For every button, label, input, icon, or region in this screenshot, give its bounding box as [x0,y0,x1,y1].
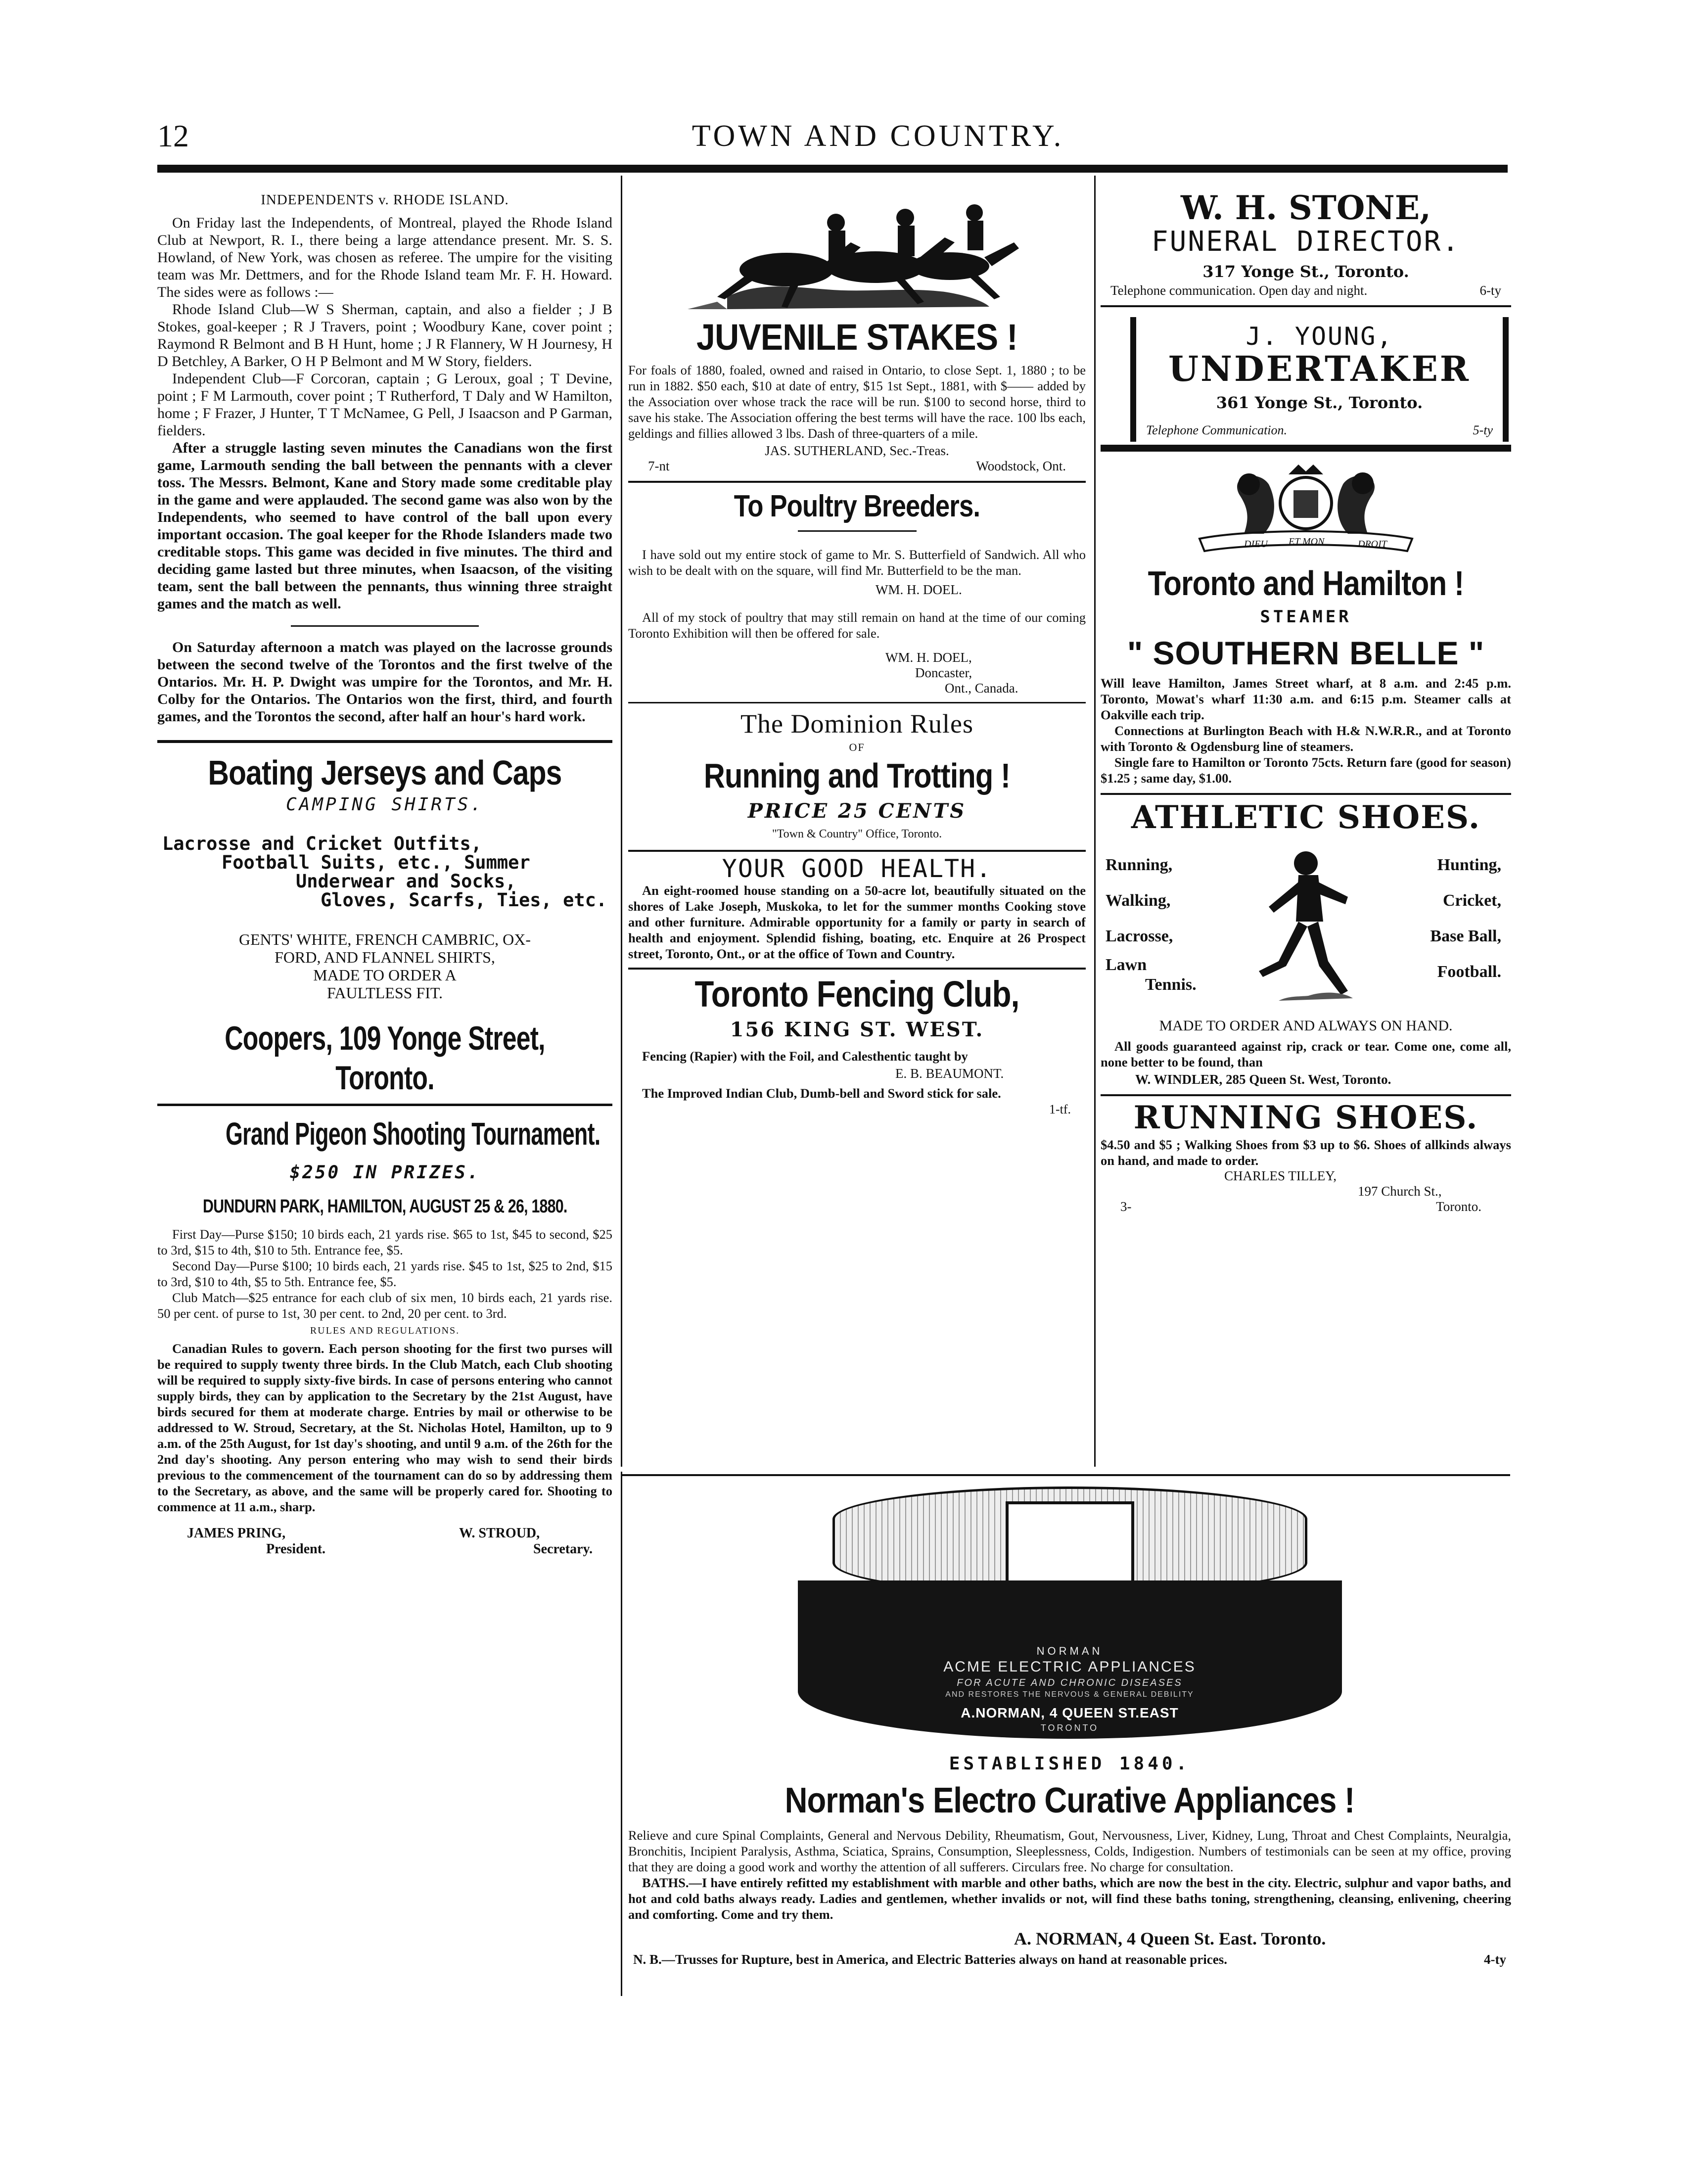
article-paragraph: On Saturday afternoon a match was played on the lacrosse grounds between the second twelve of the Torontos and the first twelve of the Ontarios. Mr. H. P. Dwight was umpire for the Torontos, and Mr. H. Colby for the Ontarios. The Ontarios won the first, third, and fourth games, and the Torontos the second, after half an hour's hard work. [157,639,612,725]
ad-signature: WM. H. DOEL. [876,582,962,597]
ad-line: GENTS' WHITE, FRENCH CAMBRIC, OX- [238,930,531,948]
shoe-type: Hunting, [1437,856,1501,874]
section-divider [628,481,1086,483]
ad-subheading: RULES AND REGULATIONS. [310,1325,460,1336]
horse-racing-illustration [628,183,1086,322]
ad-line: Football Suits, etc., Summer [222,852,530,873]
ad-paragraph: All goods guaranteed against rip, crack or tear. Come one, come all, none better to be found, than [1101,1039,1511,1069]
belt-text: A.NORMAN, 4 QUEEN ST.EAST [961,1705,1179,1720]
shoe-type: Lawn [1106,956,1147,974]
ad-heading: YOUR GOOD HEALTH. [722,854,992,883]
ad-line: Telephone communication. Open day and night. [1110,283,1368,298]
ad-footer [1146,423,1493,438]
ad-heading: J. YOUNG, [1246,322,1393,351]
shoe-type: Cricket, [1442,891,1501,910]
article-paragraph: Rhode Island Club—W S Sherman, captain, and also a fielder ; J B Stokes, goal-keeper ; R J Travers, point ; Woodbury Kane, cover point ; Raymond R Belmont and B H Hunt, home ; J R Flannery, W H Journesy, H D Betchley, A Barker, O H P Belmont and M W Story, fielders. [157,301,612,370]
runner-illustration [1249,847,1358,1006]
belt-text: ACME ELECTRIC APPLIANCES [943,1659,1196,1675]
ad-paragraph: Canadian Rules to govern. Each person shooting for the first two purses will be required to supply twenty three birds. In the Club Match, each Club shooting will be required to supply sixty-five birds. In case of persons entering who cannot supply birds, they can by application to the Secretary by the 21st August, have birds secured for them at moderate charge. Entries by mail or otherwise to be addressed to W. Stroud, Secretary, at the St. Nicholas Hotel, Hamilton, up to 9 a.m. of the 25th August, for 1st day's shooting, and until 9 a.m. of the 26th for the 2nd day's shooting. Any person entering who may wish to send their birds previous to the commencement of the tournament can do so by addressing them to the Secretary, as above, and the same will be properly cared for. Shooting to commence at 11 a.m., sharp. [157,1341,612,1514]
ad-line: Telephone Communication. [1146,423,1288,437]
undertaker-box [1130,317,1509,442]
ad-line: Gloves, Scarfs, Ties, etc. [321,889,607,911]
ad-line: FAULTLESS FIT. [326,984,443,1002]
shoe-type: Running, [1106,856,1173,874]
ad-code: 1-tf. [1049,1102,1071,1116]
ad-heading: To Poultry Breeders. [734,489,980,523]
shoe-type: Lacrosse, [1106,927,1173,945]
ad-heading: The Dominion Rules [740,709,973,739]
ad-heading: W. H. STONE, [1181,188,1431,227]
ad-heading: Norman's Electro Curative Appliances ! [785,1781,1355,1820]
section-divider [157,740,612,743]
header-rule [157,165,1508,173]
shoe-type: Tennis. [1145,975,1197,994]
ad-subheading: FUNERAL DIRECTOR. [1151,226,1461,258]
ad-paragraph: Connections at Burlington Beach with H.& N.W.R.R., and at Toronto with Toronto & Ogdensburg line of steamers. [1101,723,1511,754]
belt-text: NORMAN [1036,1645,1103,1657]
column-divider [621,176,622,1467]
crest-motto: DROIT [1358,539,1387,550]
belt-text: AND RESTORES THE NERVOUS & GENERAL DEBILITY [945,1690,1194,1699]
ad-line: MADE TO ORDER AND ALWAYS ON HAND. [1159,1018,1453,1034]
belt-clasp [1006,1501,1134,1590]
ad-footer: Coopers, 109 Yonge Street, Toronto. [225,1020,545,1097]
ad-signature: Doncaster, [915,665,972,680]
ad-footer [1101,1199,1511,1214]
ad-signature: Toronto. [1436,1199,1481,1214]
signatures [157,1515,612,1557]
ad-line: FORD, AND FLANNEL SHIRTS, [275,948,495,966]
article-paragraph: After a struggle lasting seven minutes the Canadians won the first game, Larmouth sending the ball between the pennants with a clever toss. The Messrs. Belmont, Kane and Story made some creditable play in the game and were applauded. The second game was also won by the Independents, who seemed to have control of the ball upon every important occasion. The goal keeper for the Rhode Islanders made two creditable stops. This game was decided in five minutes. The third and deciding game lasted but three minutes, when Isaacson, of the visiting team, sent the ball between the pennants, thus winning three straight games and the match as well. [157,440,612,612]
ad-paragraph: Fencing (Rapier) with the Foil, and Calesthentic taught by [642,1049,968,1064]
royal-crest-illustration [1101,464,1511,558]
ad-signature: W. WINDLER, 285 Queen St. West, Toronto. [1135,1072,1391,1087]
section-divider [628,702,1086,703]
column-middle [628,183,1086,1469]
ad-price: PRICE 25 CENTS [747,799,967,823]
ad-code: 5-ty [1473,423,1493,437]
ad-heading: Toronto Fencing Club, [694,974,1019,1015]
ad-heading: Grand Pigeon Shooting Tournament. [226,1116,600,1152]
ad-signature: CHARLES TILLEY, [1224,1168,1337,1183]
ad-code: 7-nt [648,459,670,473]
section-divider [628,968,1086,970]
ad-footer [628,459,1086,474]
section-divider [1101,445,1511,452]
page-title: TOWN AND COUNTRY. [692,119,1064,153]
section-divider [1101,1094,1511,1096]
norman-advertisement [628,1482,1511,2016]
belt-text: FOR ACUTE AND CHRONIC DISEASES [957,1677,1183,1688]
ad-signature: Ont., Canada. [945,681,1018,696]
ad-paragraph: BATHS.—I have entirely refitted my establishment with marble and other baths, which are now the best in the city. Electric, sulphur and vapor baths, and hot and cold baths always ready. Ladies and gentlemen, whether invalids or not, will find these baths toning, strengthening, cleansing, enlivening, cheering and comforting. Come and try them. [628,1875,1511,1922]
article-paragraph: Independent Club—F Corcoran, captain ; G Leroux, goal ; T Devine, point ; F M Larmouth, cover point ; T Rutherford, T Daly and W Hamilton, home ; F Frazer, J Hunter, T T McNamee, G Pell, J Isaacson and P Garman, fielders. [157,371,612,439]
ad-footer [628,1952,1511,1967]
column-divider [1094,176,1096,1467]
section-divider [291,625,479,627]
ad-paragraph: An eight-roomed house standing on a 50-acre lot, beautifully situated on the shores of Lake Joseph, Muskoka, to let for the summer months Cooking stove and other furniture. Admirable opportunity for a family or party in search of health and enjoyment. Splendid fishing, boating, etc. Enquire at 26 Prospect street, Toronto, Ont., or at the office of Town and Country. [628,883,1086,961]
shoe-type: Football. [1437,963,1501,981]
ad-paragraph: First Day—Purse $150; 10 birds each, 21 yards rise. $65 to 1st, $45 to second, $25 to 3rd, $15 to 4th, $10 to 5th. Entrance fee, $5. [157,1227,612,1257]
ad-paragraph: Second Day—Purse $100; 10 birds each, 21 yards rise. $45 to 1st, $25 to 2nd, $15 to 3rd, $10 to 4th, $5 to 5th. Entrance fee, $5. [157,1258,612,1289]
ad-address: 317 Yonge St., Toronto. [1202,262,1409,281]
ad-signature: A. NORMAN, 4 Queen St. East. Toronto. [1014,1929,1326,1949]
ad-paragraph: Will leave Hamilton, James Street wharf, at 8 a.m. and 2:45 p.m. Toronto, Mowat's wharf 11:30 a.m. and 6:15 p.m. Steamer calls at Oakville each trip. [1101,676,1511,722]
ad-subheading: STEAMER [1260,607,1352,627]
ad-heading: JUVENILE STAKES ! [696,317,1017,358]
section-divider [157,1104,612,1106]
ad-paragraph: I have sold out my entire stock of game to Mr. S. Butterfield of Sandwich. All who wish to be dealt with on the square, will find Mr. Butterfield to be the man. [628,547,1086,578]
ad-signature: E. B. BEAUMONT. [895,1066,1004,1081]
ad-heading: Boating Jerseys and Caps [208,753,562,792]
crest-motto: ET MON [1289,536,1325,547]
crest-motto: DIEU [1244,539,1268,550]
shoe-list-right [1430,847,1501,990]
ad-subheading: $250 IN PRIZES. [289,1162,480,1183]
shoe-type: Walking, [1106,891,1171,910]
ad-subheading: CAMPING SHIRTS. [285,794,484,815]
shoe-list-left [1106,847,1197,994]
section-divider [628,850,1086,852]
section-divider [1101,793,1511,795]
ad-heading: Running and Trotting ! [703,756,1011,795]
ad-code: 3- [1120,1199,1132,1214]
belt-text: TORONTO [1040,1723,1099,1733]
ad-code: 6-ty [1479,283,1501,298]
shoe-type: Base Ball, [1430,927,1501,945]
ad-paragraph: All of my stock of poultry that may still remain on hand at the time of our coming Toronto Exhibition will then be offered for sale. [628,610,1086,641]
article-title: INDEPENDENTS v. RHODE ISLAND. [261,192,509,208]
ad-venue: DUNDURN PARK, HAMILTON, AUGUST 25 & 26, 1880. [203,1196,567,1217]
ad-address: 361 Yonge St., Toronto. [1216,393,1423,412]
ad-line: OF [849,741,865,753]
section-divider [798,530,917,532]
ad-heading: " SOUTHERN BELLE " [1127,635,1485,671]
column-divider [621,1472,622,1996]
column-left [157,183,612,2013]
ad-paragraph: Single fare to Hamilton or Toronto 75cts. Return fare (good for season) $1.25 ; same day, $1.00. [1101,755,1511,786]
signature-name: W. STROUD, [459,1526,540,1541]
ad-paragraph: The Improved Indian Club, Dumb-bell and Sword stick for sale. [642,1086,1001,1101]
signature-block [459,1526,593,1557]
signature-title: President. [266,1541,326,1557]
ad-line: MADE TO ORDER A [313,966,457,984]
ad-heading: Toronto and Hamilton ! [1148,564,1464,603]
ad-line: "Town & Country" Office, Toronto. [772,828,942,840]
ad-signature: WM. H. DOEL, [885,650,972,665]
ad-footer [1101,283,1511,298]
ad-location: Woodstock, Ont. [976,459,1066,473]
ad-heading: ATHLETIC SHOES. [1131,799,1481,836]
signature-block [187,1526,325,1557]
ad-paragraph: $4.50 and $5 ; Walking Shoes from $3 up to $6. Shoes of allkinds always on hand, and made to order. [1101,1137,1511,1168]
section-divider [1101,305,1511,307]
page-number: 12 [157,118,189,153]
ad-subheading: ESTABLISHED 1840. [949,1754,1191,1774]
article-paragraph: On Friday last the Independents, of Montreal, played the Rhode Island Club at Newport, R. I., there being a large attendance present. Mr. S. S. Howland, of New York, was chosen as referee. The umpire for the visiting team was Mr. Dettmers, and for the Rhode Island team Mr. F. H. Howard. The sides were as follows :— [157,215,612,300]
column-right [1101,183,1511,1469]
ad-address: 156 KING ST. WEST. [730,1018,984,1041]
ad-signature: JAS. SUTHERLAND, Sec.-Treas. [765,443,949,458]
ad-line: N. B.—Trusses for Rupture, best in America, and Electric Batteries always on hand at reasonable prices. [633,1952,1227,1967]
section-divider [622,1474,1510,1476]
electric-belt-illustration [798,1482,1342,1749]
signature-name: JAMES PRING, [187,1526,286,1541]
ad-paragraph: For foals of 1880, foaled, owned and raised in Ontario, to close Sept. 1, 1880 ; to be run in 1882. $50 each, $10 at date of entry, $15 1st Sept., 1881, with $—— added by the Association over whose track the race will be run. $100 to second horse, third to save his stake. The Association offering the best terms will have the race. 100 lbs each, geldings and fillies allowed 3 lbs. Dash of three-quarters of a mile. [628,363,1086,441]
ad-heading: RUNNING SHOES. [1133,1099,1478,1136]
ad-subheading: UNDERTAKER [1168,348,1471,389]
signature-title: Secretary. [533,1541,593,1557]
ad-code: 4-ty [1484,1952,1506,1967]
athletic-shoes-layout [1101,847,1511,1016]
ad-paragraph: Relieve and cure Spinal Complaints, General and Nervous Debility, Rheumatism, Gout, Nervousness, Liver, Kidney, Lung, Throat and Chest Complaints, Neuralgia, Bronchitis, Incipient Paralysis, Asthma, Sciatica, Sprains, Consumption, Sleeplessness, Colds, Indigestion. Numbers of testimonials can be seen at my office, proving that they are doing a good work and worthy the attention of all sufferers. Circulars free. No charge for consultation. [628,1828,1511,1874]
ad-line: Lacrosse and Cricket Outfits, [162,833,482,854]
ad-line: Underwear and Socks, [296,871,516,892]
ad-paragraph: Club Match—$25 entrance for each club of six men, 10 birds each, 21 yards rise. 50 per cent. of purse to 1st, 30 per cent. to 2nd, 20 per cent. to 3rd. [157,1290,612,1321]
ad-signature: 197 Church St., [1358,1184,1442,1199]
